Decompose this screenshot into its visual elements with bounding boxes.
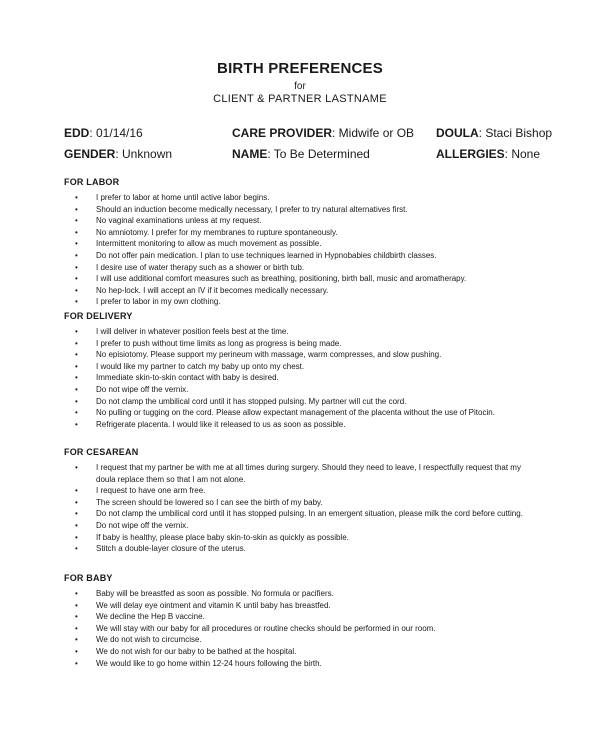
list-item: • Do not wipe off the vernix. <box>64 520 534 532</box>
list-item: • Do not clamp the umbilical cord until it has stopped pulsing. My partner will cut the cord. <box>64 396 534 408</box>
info-edd <box>64 126 143 140</box>
list-item: • I request to have one arm free. <box>64 485 534 497</box>
list-item: • No amniotomy. I prefer for my membranes to rupture spontaneously. <box>64 227 534 239</box>
list-item: • I will deliver in whatever position feels best at the time. <box>64 326 534 338</box>
list-item: • I prefer to labor in my own clothing. <box>64 296 534 308</box>
list-item: • We will delay eye ointment and vitamin K until baby has breastfed. <box>64 600 534 612</box>
list-baby <box>64 588 534 669</box>
list-item: • Do not clamp the umbilical cord until it has stopped pulsing. In an emergent situation, please milk the cord before cutting. <box>64 508 534 520</box>
allergies-value: : None <box>504 147 541 161</box>
section-heading-delivery: FOR DELIVERY <box>64 311 133 321</box>
list-item: • We would like to go home within 12-24 hours following the birth. <box>64 658 534 670</box>
list-item: • If baby is healthy, please place baby skin-to-skin as quickly as possible. <box>64 532 534 544</box>
list-item: • Do not offer pain medication. I plan to use techniques learned in Hypnobabies childbirth classes. <box>64 250 534 262</box>
edd-label: EDD <box>64 126 90 140</box>
list-item: • I will use additional comfort measures such as breathing, positioning, birth ball, music and aromatherapy. <box>64 273 534 285</box>
subtitle-for: for <box>294 81 306 92</box>
list-labor <box>64 192 534 308</box>
list-item: • No vaginal examinations unless at my request. <box>64 215 534 227</box>
list-item: • I prefer to labor at home until active labor begins. <box>64 192 534 204</box>
list-item: • No hep-lock. I will accept an IV if it becomes medically necessary. <box>64 285 534 297</box>
list-item: • Stitch a double-layer closure of the uterus. <box>64 543 534 555</box>
gender-value: : Unknown <box>115 147 173 161</box>
section-heading-cesarean: FOR CESAREAN <box>64 447 139 457</box>
list-item: • Do not wipe off the vernix. <box>64 384 534 396</box>
info-doula <box>436 126 552 140</box>
list-item: • No episiotomy. Please support my perineum with massage, warm compresses, and slow pushing. <box>64 349 534 361</box>
section-heading-baby: FOR BABY <box>64 573 113 583</box>
list-item: • Should an induction become medically necessary, I prefer to try natural alternatives first. <box>64 204 534 216</box>
name-label: NAME <box>232 147 268 161</box>
list-item: • I prefer to push without time limits as long as progress is being made. <box>64 338 534 350</box>
care-provider-value: : Midwife or OB <box>332 126 415 140</box>
list-item: • No pulling or tugging on the cord. Please allow expectant management of the placenta without the use of Pitocin. <box>64 407 534 419</box>
list-item: • I request that my partner be with me at all times during surgery. Should they need to leave, I respectfully request that my doula replace them so that I am not alone. <box>64 462 534 485</box>
list-item: • We do not wish for our baby to be bathed at the hospital. <box>64 646 534 658</box>
care-provider-label: CARE PROVIDER <box>232 126 333 140</box>
list-item: • I would like my partner to catch my baby up onto my chest. <box>64 361 534 373</box>
list-item: • The screen should be lowered so I can see the birth of my baby. <box>64 497 534 509</box>
doula-value: : Staci Bishop <box>478 126 553 140</box>
info-gender <box>64 147 172 161</box>
section-heading-labor: FOR LABOR <box>64 177 120 187</box>
edd-value: : 01/14/16 <box>89 126 143 140</box>
info-name <box>232 147 370 161</box>
list-cesarean <box>64 462 534 555</box>
info-care-provider <box>232 126 414 140</box>
list-item: • We will stay with our baby for all procedures or routine checks should be performed in our room. <box>64 623 534 635</box>
allergies-label: ALLERGIES <box>436 147 505 161</box>
list-item: • We decline the Hep B vaccine. <box>64 611 534 623</box>
list-item: • We do not wish to circumcise. <box>64 634 534 646</box>
list-item: • I desire use of water therapy such as a shower or birth tub. <box>64 262 534 274</box>
page-title: BIRTH PREFERENCES <box>217 60 383 77</box>
doula-label: DOULA <box>436 126 479 140</box>
list-item: • Immediate skin-to-skin contact with baby is desired. <box>64 372 534 384</box>
info-allergies <box>436 147 540 161</box>
list-item: • Intermittent monitoring to allow as much movement as possible. <box>64 238 534 250</box>
list-item: • Refrigerate placenta. I would like it released to us as soon as possible. <box>64 419 534 431</box>
list-delivery <box>64 326 534 430</box>
gender-label: GENDER <box>64 147 116 161</box>
subtitle-names: CLIENT & PARTNER LASTNAME <box>213 93 387 105</box>
list-item: • Baby will be breastfed as soon as possible. No formula or pacifiers. <box>64 588 534 600</box>
name-value: : To Be Determined <box>267 147 370 161</box>
